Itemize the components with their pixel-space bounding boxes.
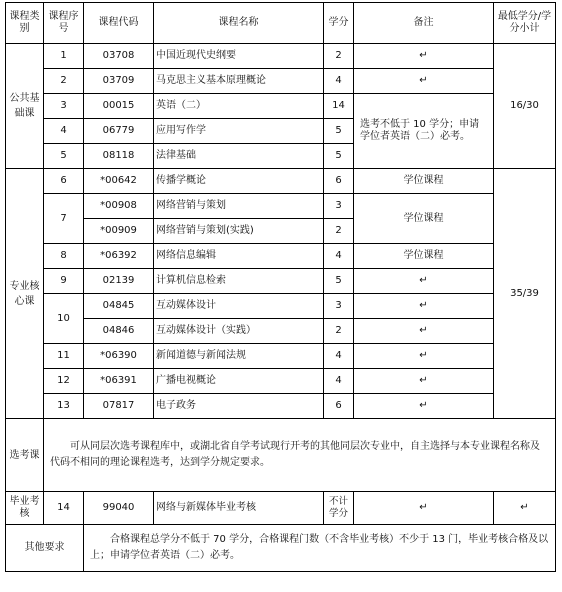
cell-name: 新闻道德与新闻法规 <box>154 344 324 369</box>
cell-code: 03708 <box>84 44 154 69</box>
cell-credit: 4 <box>324 369 354 394</box>
category-public: 公共基础课 <box>6 44 44 169</box>
cell-code: 06779 <box>84 119 154 144</box>
cell-remark: ↵ <box>354 294 494 319</box>
cell-seq: 1 <box>44 44 84 69</box>
elective-text-content: 可从同层次选考课程库中，或湖北省自学考试现行开考的其他同层次专业中，自主选择与本专业课程名称及代码不相同的理论课程选考，达到学分规定要求。 <box>50 441 540 468</box>
cell-name: 法律基础 <box>154 144 324 169</box>
public-remark: 选考不低于 10 学分；申请学位者英语（二）必考。 <box>354 94 494 169</box>
cell-code: *06391 <box>84 369 154 394</box>
cell-credit: 6 <box>324 169 354 194</box>
header-name: 课程名称 <box>154 3 324 44</box>
public-min: 16/30 <box>494 44 556 169</box>
cell-seq: 2 <box>44 69 84 94</box>
cell-name: 互动媒体设计 <box>154 294 324 319</box>
cell-credit: 3 <box>324 294 354 319</box>
course-table <box>5 2 556 572</box>
elective-text <box>44 419 556 492</box>
cell-remark: ↵ <box>354 69 494 94</box>
cell-credit: 4 <box>324 69 354 94</box>
header-remark: 备注 <box>354 3 494 44</box>
table-row <box>6 69 556 94</box>
cell-seq: 9 <box>44 269 84 294</box>
cell-code: *06390 <box>84 344 154 369</box>
cell-name: 英语（二） <box>154 94 324 119</box>
table-row <box>6 44 556 69</box>
cell-credit: 5 <box>324 269 354 294</box>
cell-code: *00908 <box>84 194 154 219</box>
cell-credit: 6 <box>324 394 354 419</box>
cell-seq: 11 <box>44 344 84 369</box>
cell-remark: 学位课程 <box>354 169 494 194</box>
cell-seq: 3 <box>44 94 84 119</box>
cell-code: 03709 <box>84 69 154 94</box>
cell-seq: 6 <box>44 169 84 194</box>
table-row <box>6 394 556 419</box>
header-type: 课程类别 <box>6 3 44 44</box>
cell-code: 07817 <box>84 394 154 419</box>
header-code: 课程代码 <box>84 3 154 44</box>
category-major: 专业核心课 <box>6 169 44 419</box>
header-credit: 学分 <box>324 3 354 44</box>
table-row <box>6 269 556 294</box>
major-min: 35/39 <box>494 169 556 419</box>
cell-code: 04845 <box>84 294 154 319</box>
table-row <box>6 194 556 219</box>
cell-seq: 7 <box>44 194 84 244</box>
cell-code: 04846 <box>84 319 154 344</box>
cell-name: 互动媒体设计（实践） <box>154 319 324 344</box>
cell-credit: 4 <box>324 344 354 369</box>
table-row <box>6 94 556 119</box>
cell-seq: 8 <box>44 244 84 269</box>
cell-credit: 3 <box>324 194 354 219</box>
table-row <box>6 169 556 194</box>
cell-credit: 2 <box>324 44 354 69</box>
cell-credit: 不计学分 <box>324 492 354 525</box>
cell-seq: 10 <box>44 294 84 344</box>
category-thesis: 毕业考核 <box>6 492 44 525</box>
other-row <box>6 525 556 572</box>
cell-credit: 2 <box>324 319 354 344</box>
cell-name: 网络与新媒体毕业考核 <box>154 492 324 525</box>
cell-seq: 13 <box>44 394 84 419</box>
cell-remark: ↵ <box>354 269 494 294</box>
cell-min: ↵ <box>494 492 556 525</box>
cell-name: 网络营销与策划 <box>154 194 324 219</box>
cell-remark: ↵ <box>354 492 494 525</box>
cell-code: 02139 <box>84 269 154 294</box>
cell-name: 应用写作学 <box>154 119 324 144</box>
cell-code: *00909 <box>84 219 154 244</box>
table-row <box>6 244 556 269</box>
category-other: 其他要求 <box>6 525 84 572</box>
cell-remark: ↵ <box>354 344 494 369</box>
category-elective: 选考课 <box>6 419 44 492</box>
cell-code: *06392 <box>84 244 154 269</box>
cell-name: 电子政务 <box>154 394 324 419</box>
table-row <box>6 344 556 369</box>
cell-remark: ↵ <box>354 369 494 394</box>
cell-name: 网络营销与策划(实践) <box>154 219 324 244</box>
cell-code: *00642 <box>84 169 154 194</box>
header-row <box>6 3 556 44</box>
cell-credit: 14 <box>324 94 354 119</box>
other-text-content: 合格课程总学分不低于 70 学分，合格课程门数（不含毕业考核）不少于 13 门，毕业考核合格及以上；申请学位者英语（二）必考。 <box>90 534 549 561</box>
header-seq: 课程序号 <box>44 3 84 44</box>
cell-seq: 12 <box>44 369 84 394</box>
table-row <box>6 319 556 344</box>
table-row <box>6 294 556 319</box>
cell-remark: ↵ <box>354 394 494 419</box>
cell-credit: 5 <box>324 119 354 144</box>
cell-code: 08118 <box>84 144 154 169</box>
cell-seq: 4 <box>44 119 84 144</box>
elective-row <box>6 419 556 492</box>
cell-name: 网络信息编辑 <box>154 244 324 269</box>
cell-remark: ↵ <box>354 44 494 69</box>
cell-remark: ↵ <box>354 319 494 344</box>
cell-credit: 2 <box>324 219 354 244</box>
cell-seq: 5 <box>44 144 84 169</box>
cell-code: 99040 <box>84 492 154 525</box>
cell-name: 广播电视概论 <box>154 369 324 394</box>
cell-remark: 学位课程 <box>354 194 494 244</box>
cell-seq: 14 <box>44 492 84 525</box>
other-text <box>84 525 556 572</box>
cell-name: 马克思主义基本原理概论 <box>154 69 324 94</box>
cell-remark: 学位课程 <box>354 244 494 269</box>
cell-credit: 4 <box>324 244 354 269</box>
header-min: 最低学分/学分小计 <box>494 3 556 44</box>
cell-code: 00015 <box>84 94 154 119</box>
thesis-row <box>6 492 556 525</box>
cell-credit: 5 <box>324 144 354 169</box>
cell-name: 计算机信息检索 <box>154 269 324 294</box>
cell-name: 中国近现代史纲要 <box>154 44 324 69</box>
table-row <box>6 369 556 394</box>
cell-name: 传播学概论 <box>154 169 324 194</box>
